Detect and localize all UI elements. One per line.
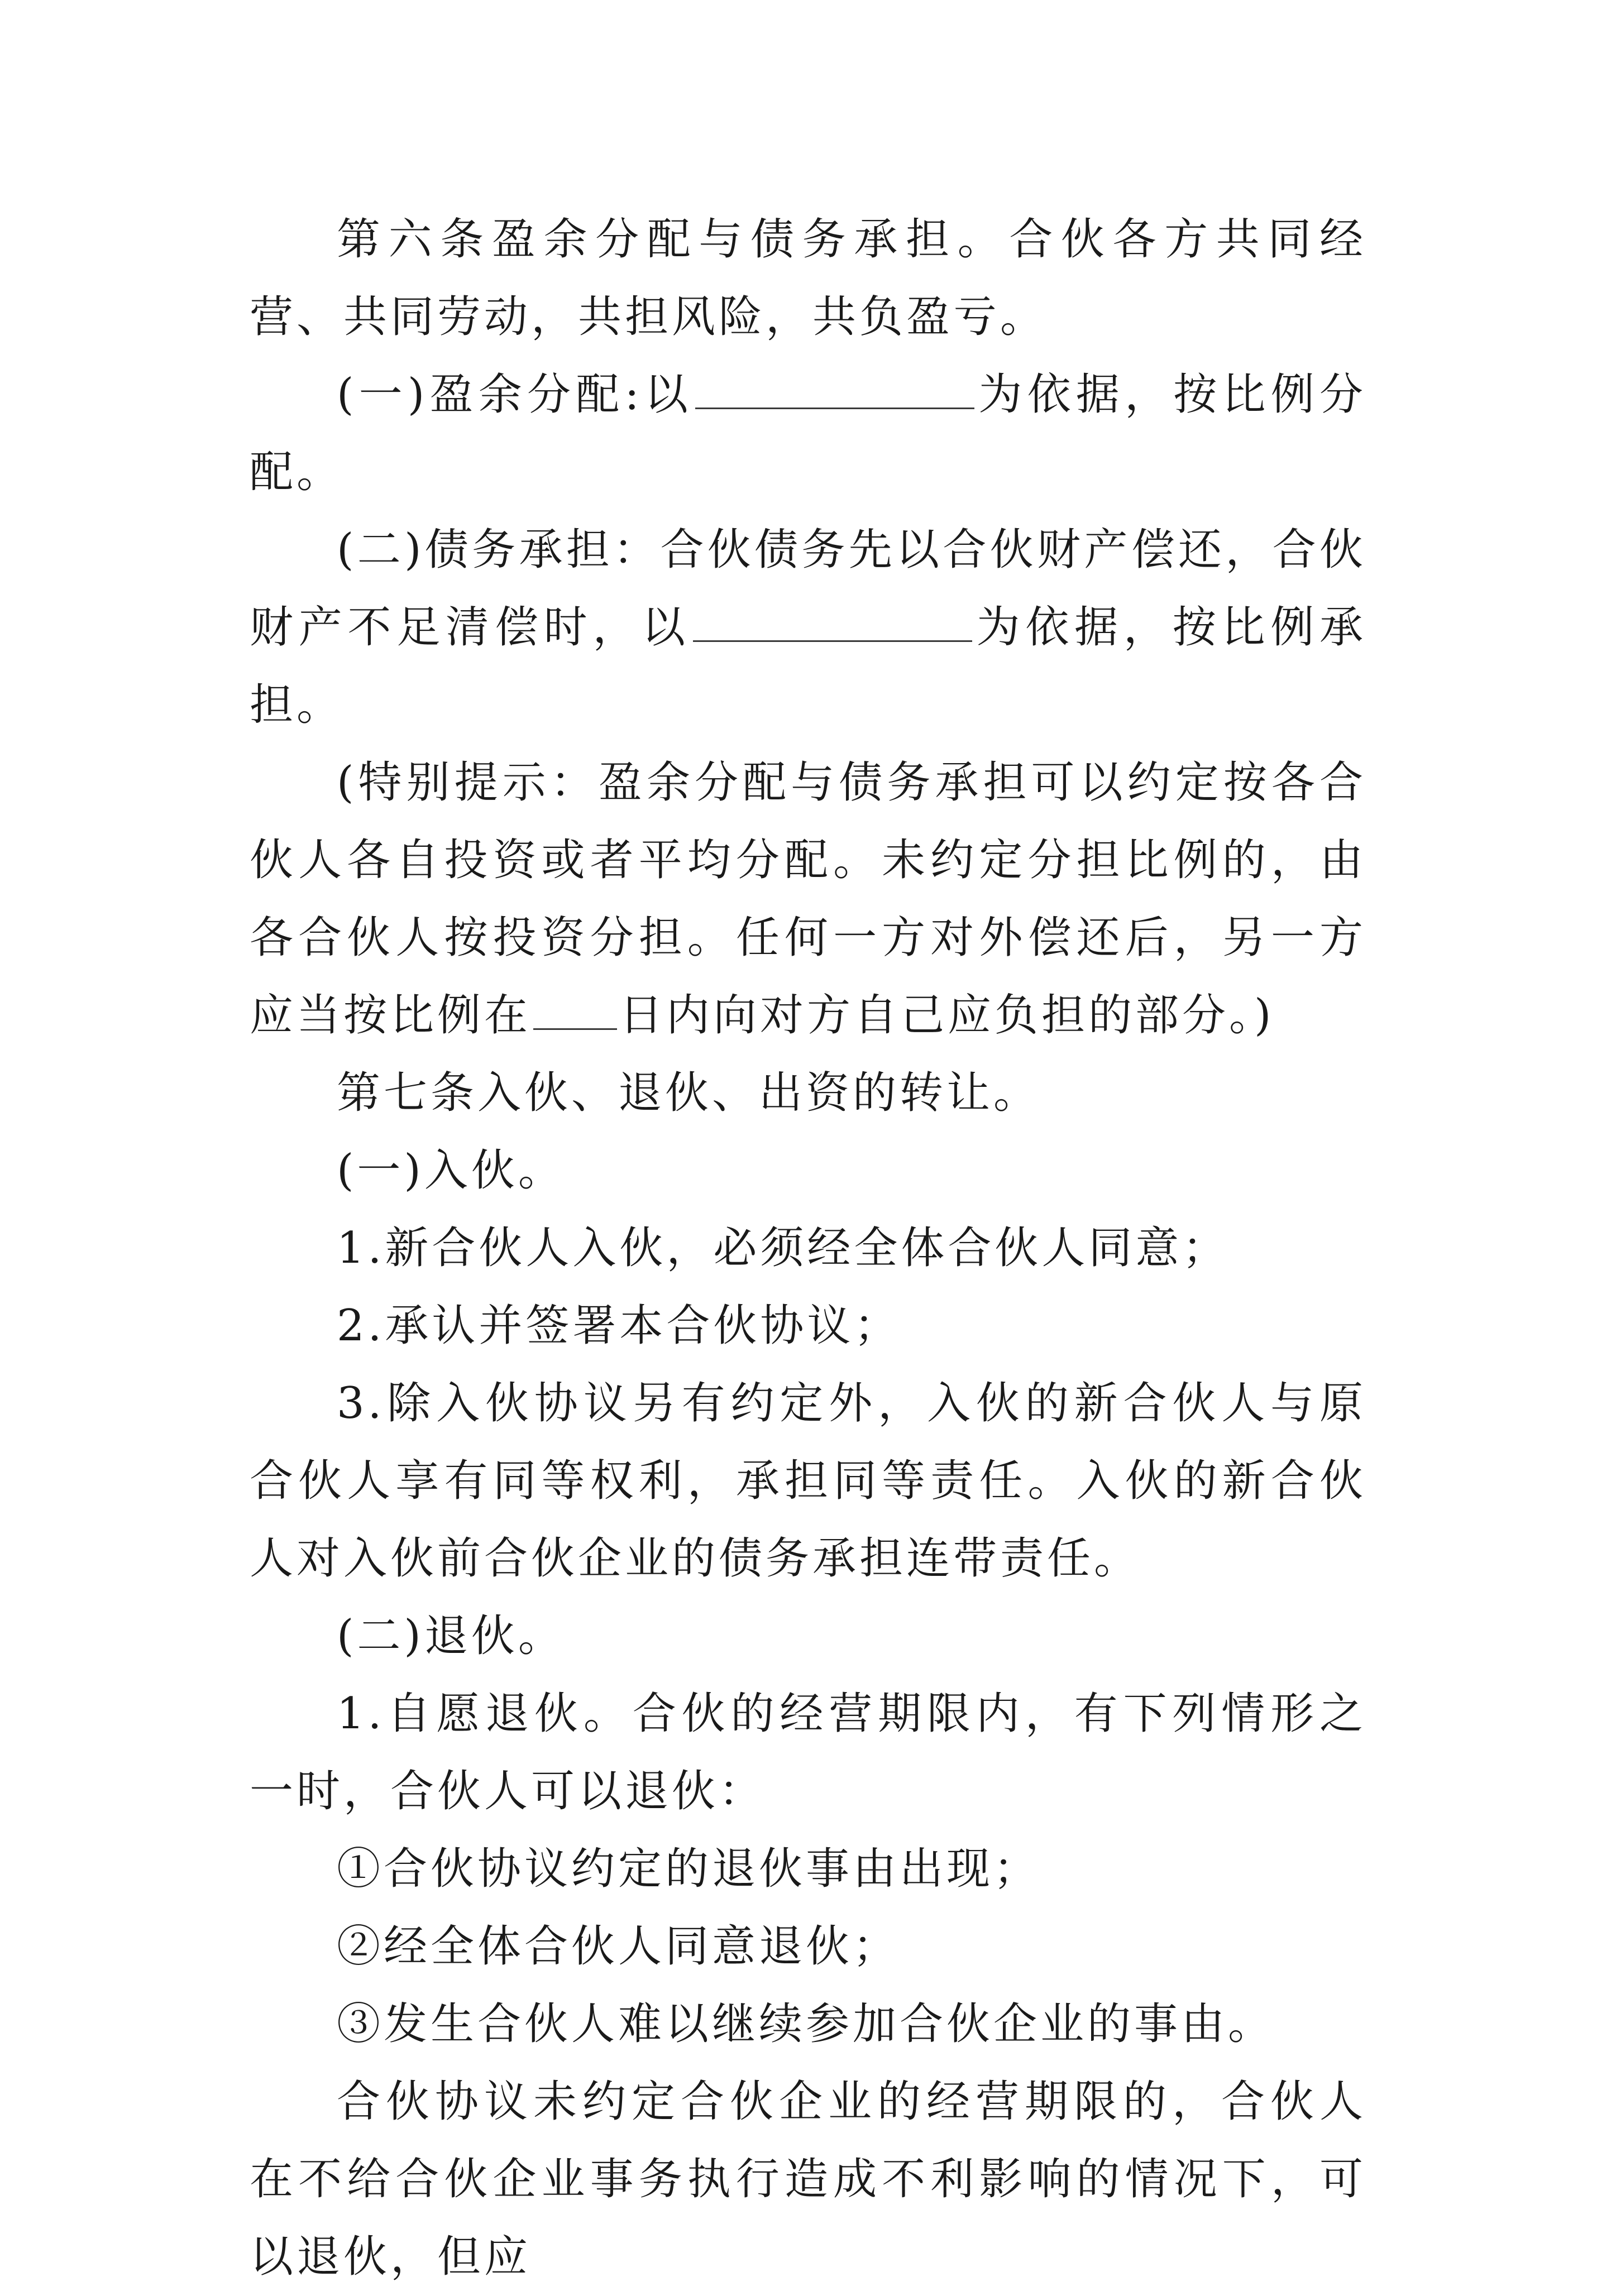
document-body — [250, 201, 1366, 2296]
withdraw-heading: (二)退伙。 — [337, 1611, 565, 1661]
join-item-2: 2.承认并签署本合伙协议； — [337, 1301, 901, 1351]
article6-intro: 第六条盈余分配与债务承担。合伙各方共同经营、共同劳动，共担风险，共负盈亏。 — [250, 214, 1366, 342]
article6-debt-bearing — [250, 511, 1366, 744]
join-item-3: 3.除入伙协议另有约定外，入伙的新合伙人与原合伙人享有同等权利，承担同等责任。入伙的新合伙人对入伙前合伙企业的债务承担连带责任。 — [250, 1378, 1366, 1584]
withdraw-condition-1: ①合伙协议约定的退伙事由出现； — [337, 1844, 1041, 1894]
article7-title: 第七条入伙、退伙、出资的转让。 — [337, 1068, 1041, 1118]
profit-distribution-text-after: 为依据，按比例分配。 — [250, 370, 1366, 497]
withdraw-item-1: 1.自愿退伙。合伙的经营期限内，有下列情形之一时，合伙人可以退伙： — [250, 1689, 1366, 1816]
debt-bearing-text-before: (二)债务承担：合伙债务先以合伙财产偿还，合伙财产不足清偿时，以 — [250, 525, 1366, 653]
withdraw-unlimited-term: 合伙协议未约定合伙企业的经营期限的，合伙人在不给合伙企业事务执行造成不利影响的情况下，可以退伙，但应 — [250, 2077, 1366, 2282]
article6-special-tip — [250, 744, 1366, 1054]
debt-bearing-text-after: 为依据，按比例承担。 — [250, 602, 1366, 730]
withdraw-condition-3: ③发生合伙人难以继续参加合伙企业的事由。 — [337, 1999, 1275, 2049]
profit-basis-blank — [695, 368, 974, 409]
debt-basis-blank — [693, 601, 972, 642]
profit-distribution-text-before: (一)盈余分配:以 — [337, 370, 694, 420]
join-item-1: 1.新合伙人入伙，必须经全体合伙人同意； — [337, 1223, 1230, 1273]
repayment-days-blank — [533, 989, 617, 1030]
special-tip-text-before: (特别提示：盈余分配与债务承担可以约定按各合伙人各自投资或者平均分配。未约定分担比例的，由各合伙人按投资分担。任何一方对外偿还后，另一方应当按比例在 — [250, 758, 1366, 1041]
withdraw-condition-2: ②经全体合伙人同意退伙； — [337, 1921, 900, 1972]
special-tip-text-after: 日内向对方自己应负担的部分。) — [619, 990, 1275, 1041]
article6-profit-distribution — [250, 356, 1366, 511]
join-heading: (一)入伙。 — [337, 1145, 565, 1196]
